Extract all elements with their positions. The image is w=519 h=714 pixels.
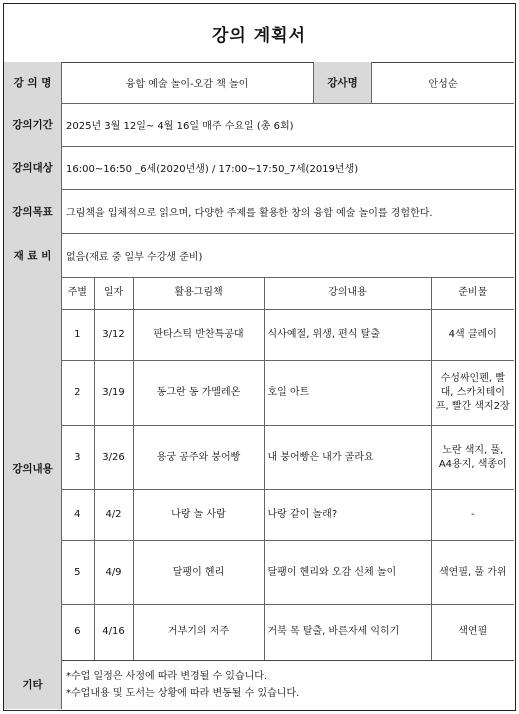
book-cell: 달팽이 헨리 (133, 541, 264, 605)
table-row (61, 310, 514, 361)
prep-cell: 색연필 (431, 605, 514, 660)
course-name: 융합 예술 놀이-오감 책 놀이 (125, 79, 249, 90)
etc-notes (61, 660, 514, 709)
target-row (4, 146, 514, 190)
period-row (4, 103, 514, 147)
book-cell: 거부기의 저주 (133, 605, 264, 660)
etc-label: 기타 (4, 660, 62, 709)
etc-row (4, 660, 514, 709)
content-section (4, 277, 514, 661)
period-value: 2025년 3월 12일~ 4월 16일 매주 수요일 (총 6회) (66, 121, 294, 132)
header-date: 일자 (94, 277, 133, 310)
content-cell: 호일 아트 (264, 361, 431, 426)
book-cell: 동그란 동 가멜레온 (133, 361, 264, 426)
book-cell: 용궁 공주와 붕어빵 (133, 426, 264, 490)
book-cell: 판타스틱 반찬특공대 (133, 310, 264, 361)
table-row (61, 490, 514, 541)
prep-cell: 노란 색지, 풀, A4용지, 색종이 (431, 426, 514, 490)
table-row (61, 361, 514, 426)
instructor-label: 강사명 (313, 62, 371, 103)
note-item: *수업내용 및 도서는 상황에 따라 변동될 수 있습니다. (66, 687, 300, 699)
goal-value: 그림책을 입체적으로 읽으며, 다양한 주제를 활용한 창의 융합 예술 놀이를 경험한다. (66, 207, 433, 219)
prep-cell: 색연필, 풀 가위 (431, 541, 514, 605)
header-book: 활용그림책 (133, 277, 264, 310)
goal-label: 강의목표 (4, 189, 62, 233)
materials-value: 없음(재료 중 일부 수강생 준비) (66, 251, 203, 263)
goal-row (4, 189, 514, 234)
schedule-table (61, 277, 514, 660)
note-item: *수업 일정은 사정에 따라 변경될 수 있습니다. (66, 670, 268, 682)
date-cell: 3/26 (94, 426, 133, 490)
content-cell: 달팽이 헨리와 오감 신체 놀이 (264, 541, 431, 605)
lecture-plan-document (3, 3, 516, 711)
table-row (61, 605, 514, 660)
materials-row (4, 233, 514, 278)
materials-label: 재 료 비 (4, 233, 62, 277)
week-cell: 2 (61, 361, 94, 426)
prep-cell: - (431, 490, 514, 541)
prep-cell: 4색 클레이 (431, 310, 514, 361)
date-cell: 3/19 (94, 361, 133, 426)
target-value: 16:00~16:50 _6세(2020년생) / 17:00~17:50_7세(2019년생) (66, 164, 359, 175)
week-cell: 3 (61, 426, 94, 490)
week-cell: 6 (61, 605, 94, 660)
date-cell: 4/9 (94, 541, 133, 605)
content-cell: 내 붕어빵은 내가 골라요 (264, 426, 431, 490)
header-week: 주별 (61, 277, 94, 310)
content-cell: 식사예절, 위생, 편식 탈출 (264, 310, 431, 361)
prep-cell: 수성싸인펜, 빨대, 스카치테이프, 빨간 색지2장 (431, 361, 514, 426)
header-prep: 준비물 (431, 277, 514, 310)
course-label: 강 의 명 (4, 62, 62, 103)
course-row (4, 62, 514, 104)
instructor-name: 안성순 (371, 62, 514, 103)
book-cell: 나랑 놀 사람 (133, 490, 264, 541)
week-cell: 4 (61, 490, 94, 541)
content-label: 강의내용 (4, 277, 62, 660)
table-row (61, 426, 514, 490)
target-label: 강의대상 (4, 146, 62, 189)
content-cell: 나랑 같이 놀래? (264, 490, 431, 541)
table-row (61, 541, 514, 605)
date-cell: 3/12 (94, 310, 133, 361)
date-cell: 4/2 (94, 490, 133, 541)
content-cell: 거북 목 탈출, 바른자세 익히기 (264, 605, 431, 660)
date-cell: 4/16 (94, 605, 133, 660)
header-content: 강의내용 (264, 277, 431, 310)
page-title: 강의 계획서 (4, 4, 514, 63)
schedule-header-row (61, 277, 514, 310)
week-cell: 5 (61, 541, 94, 605)
period-label: 강의기간 (4, 103, 62, 146)
week-cell: 1 (61, 310, 94, 361)
